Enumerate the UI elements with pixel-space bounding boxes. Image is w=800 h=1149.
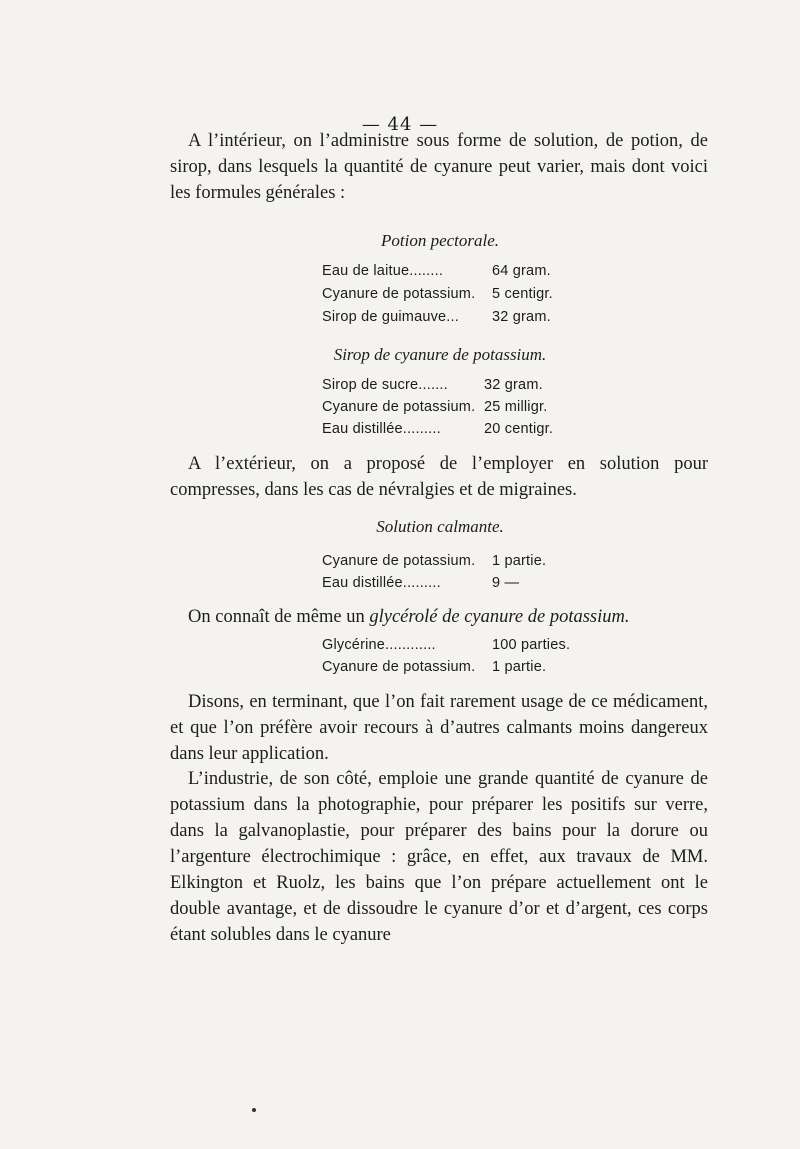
recipe-row bbox=[322, 553, 547, 569]
recipe-row bbox=[322, 263, 551, 279]
recipe-ingredient: Cyanure de potassium. bbox=[322, 553, 476, 569]
paragraph-glycerole-italic: glycérolé de cyanure de potassium. bbox=[369, 607, 630, 627]
recipe-quantity: 32 gram. bbox=[484, 377, 543, 393]
recipe-ingredient: Cyanure de potassium. bbox=[322, 399, 476, 415]
recipe-ingredient: Sirop de guimauve... bbox=[322, 309, 459, 325]
recipe-ingredient: Cyanure de potassium. bbox=[322, 286, 476, 302]
recipe-title-sirop: Sirop de cyanure de potassium. bbox=[333, 345, 547, 364]
recipe-quantity: 100 parties. bbox=[492, 637, 571, 653]
recipe-ingredient: Eau distillée......... bbox=[322, 421, 441, 437]
paragraph-glycerole bbox=[170, 604, 708, 630]
paragraph-exterieur-text: A l’extérieur, on a proposé de l’employer en solution pour compresses, dans les cas de névralgies et de migraines. bbox=[170, 454, 708, 500]
recipe-ingredient: Glycérine............ bbox=[322, 637, 436, 653]
recipe-quantity: 1 partie. bbox=[492, 553, 547, 569]
page-number: — 44 — bbox=[361, 114, 439, 135]
recipe-quantity: 5 centigr. bbox=[492, 286, 553, 302]
paragraph-glycerole-prefix: On connaît de même un bbox=[188, 607, 370, 627]
recipe-row bbox=[322, 286, 553, 302]
paragraph-industrie-text: L’industrie, de son côté, emploie une grande quantité de cyanure de potassium dans la photographie, pour préparer les positifs sur verre, dans la galvanoplastie, pour préparer des bains pour la dorure ou l’argenture électrochimique : grâce, en effet, aux travaux de MM. Elkington et Ruolz, les bains que l’on prépare actuellement ont le double avantage, et de dissoudre le cyanure d’or et d’argent, ces corps étant solubles dans le cyanure bbox=[170, 769, 708, 945]
recipe-ingredient: Sirop de sucre....... bbox=[322, 377, 448, 393]
paragraph-intro bbox=[170, 128, 708, 206]
recipe-quantity: 20 centigr. bbox=[484, 421, 554, 437]
recipe-quantity: 9 — bbox=[492, 575, 520, 591]
paragraph-industrie bbox=[170, 766, 708, 948]
recipe-row bbox=[322, 399, 548, 415]
paragraph-disons-text: Disons, en terminant, que l’on fait rarement usage de ce médicament, et que l’on préfère avoir recours à d’autres calmants moins dangereux dans leur application. bbox=[170, 692, 708, 764]
recipe-quantity: 25 milligr. bbox=[484, 399, 548, 415]
recipe-row bbox=[322, 575, 520, 591]
recipe-title-potion: Potion pectorale. bbox=[380, 231, 500, 250]
paragraph-intro-text: A l’intérieur, on l’administre sous forme de solution, de potion, de sirop, dans lesquels la quantité de cyanure peut varier, mais dont voici les formules générales : bbox=[170, 131, 708, 203]
paragraph-disons bbox=[170, 689, 708, 767]
paragraph-exterieur bbox=[170, 451, 708, 503]
recipe-quantity: 32 gram. bbox=[492, 309, 551, 325]
recipe-ingredient: Eau de laitue........ bbox=[322, 263, 444, 279]
recipe-ingredient: Eau distillée......... bbox=[322, 575, 441, 591]
recipe-row bbox=[322, 659, 547, 675]
recipe-quantity: 64 gram. bbox=[492, 263, 551, 279]
ink-speck bbox=[252, 1108, 256, 1112]
recipe-quantity: 1 partie. bbox=[492, 659, 547, 675]
recipe-ingredient: Cyanure de potassium. bbox=[322, 659, 476, 675]
recipe-row bbox=[322, 377, 543, 393]
recipe-row bbox=[322, 637, 571, 653]
recipe-row bbox=[322, 421, 554, 437]
recipe-row bbox=[322, 309, 551, 325]
recipe-title-solution: Solution calmante. bbox=[376, 517, 504, 536]
